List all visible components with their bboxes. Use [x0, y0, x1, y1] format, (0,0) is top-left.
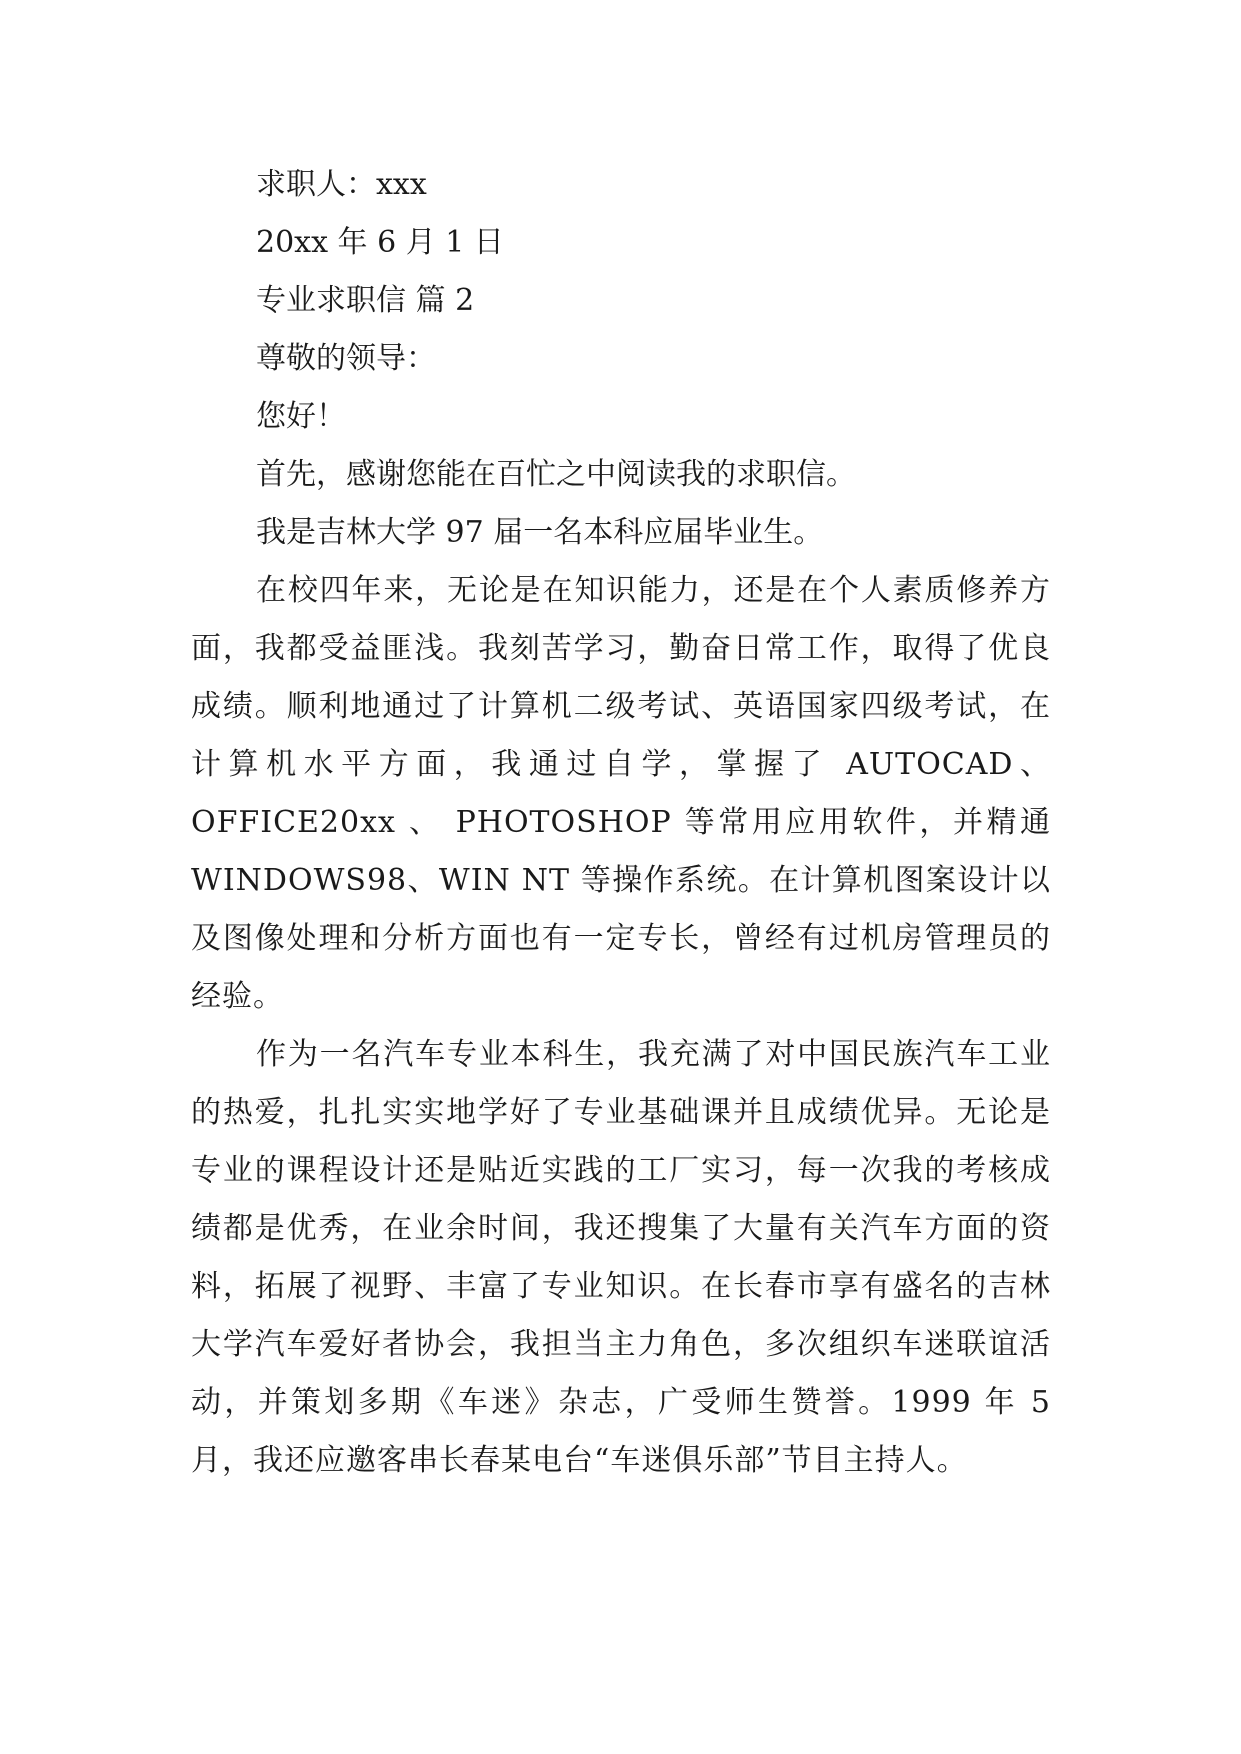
paragraph-school-years: 在校四年来，无论是在知识能力，还是在个人素质修养方面，我都受益匪浅。我刻苦学习，勤奋日常工作，取得了优良成绩。顺利地通过了计算机二级考试、英语国家四级考试，在计算机水平方面，我通过自学，掌握了 AUTOCAD、OFFICE20xx 、 PHOTOSHOP 等常用应用软件，并精通 WINDOWS98、WIN NT 等操作系统。在计算机图案设计以及图像处理和分析方面也有一定专长，曾经有过机房管理员的经验。: [191, 573, 1051, 1014]
intro-line: 我是吉林大学 97 届一名本科应届毕业生。: [256, 515, 824, 550]
opening-line: 首先，感谢您能在百忙之中阅读我的求职信。: [256, 457, 856, 492]
applicant-line: 求职人：xxx: [256, 167, 427, 202]
date-line: 20xx 年 6 月 1 日: [256, 225, 504, 260]
letter-title: 专业求职信 篇 2: [256, 283, 475, 318]
greeting: 您好！: [256, 399, 346, 434]
salutation: 尊敬的领导：: [256, 341, 436, 376]
paragraph-automotive: 作为一名汽车专业本科生，我充满了对中国民族汽车工业的热爱，扎扎实实地学好了专业基础课并且成绩优异。无论是专业的课程设计还是贴近实践的工厂实习，每一次我的考核成绩都是优秀，在业余时间，我还搜集了大量有关汽车方面的资料，拓展了视野、丰富了专业知识。在长春市享有盛名的吉林大学汽车爱好者协会，我担当主力角色，多次组织车迷联谊活动，并策划多期《车迷》杂志，广受师生赞誉。1999 年 5 月，我还应邀客串长春某电台“车迷俱乐部”节目主持人。: [191, 1037, 1051, 1478]
document-body: [191, 156, 1051, 1490]
